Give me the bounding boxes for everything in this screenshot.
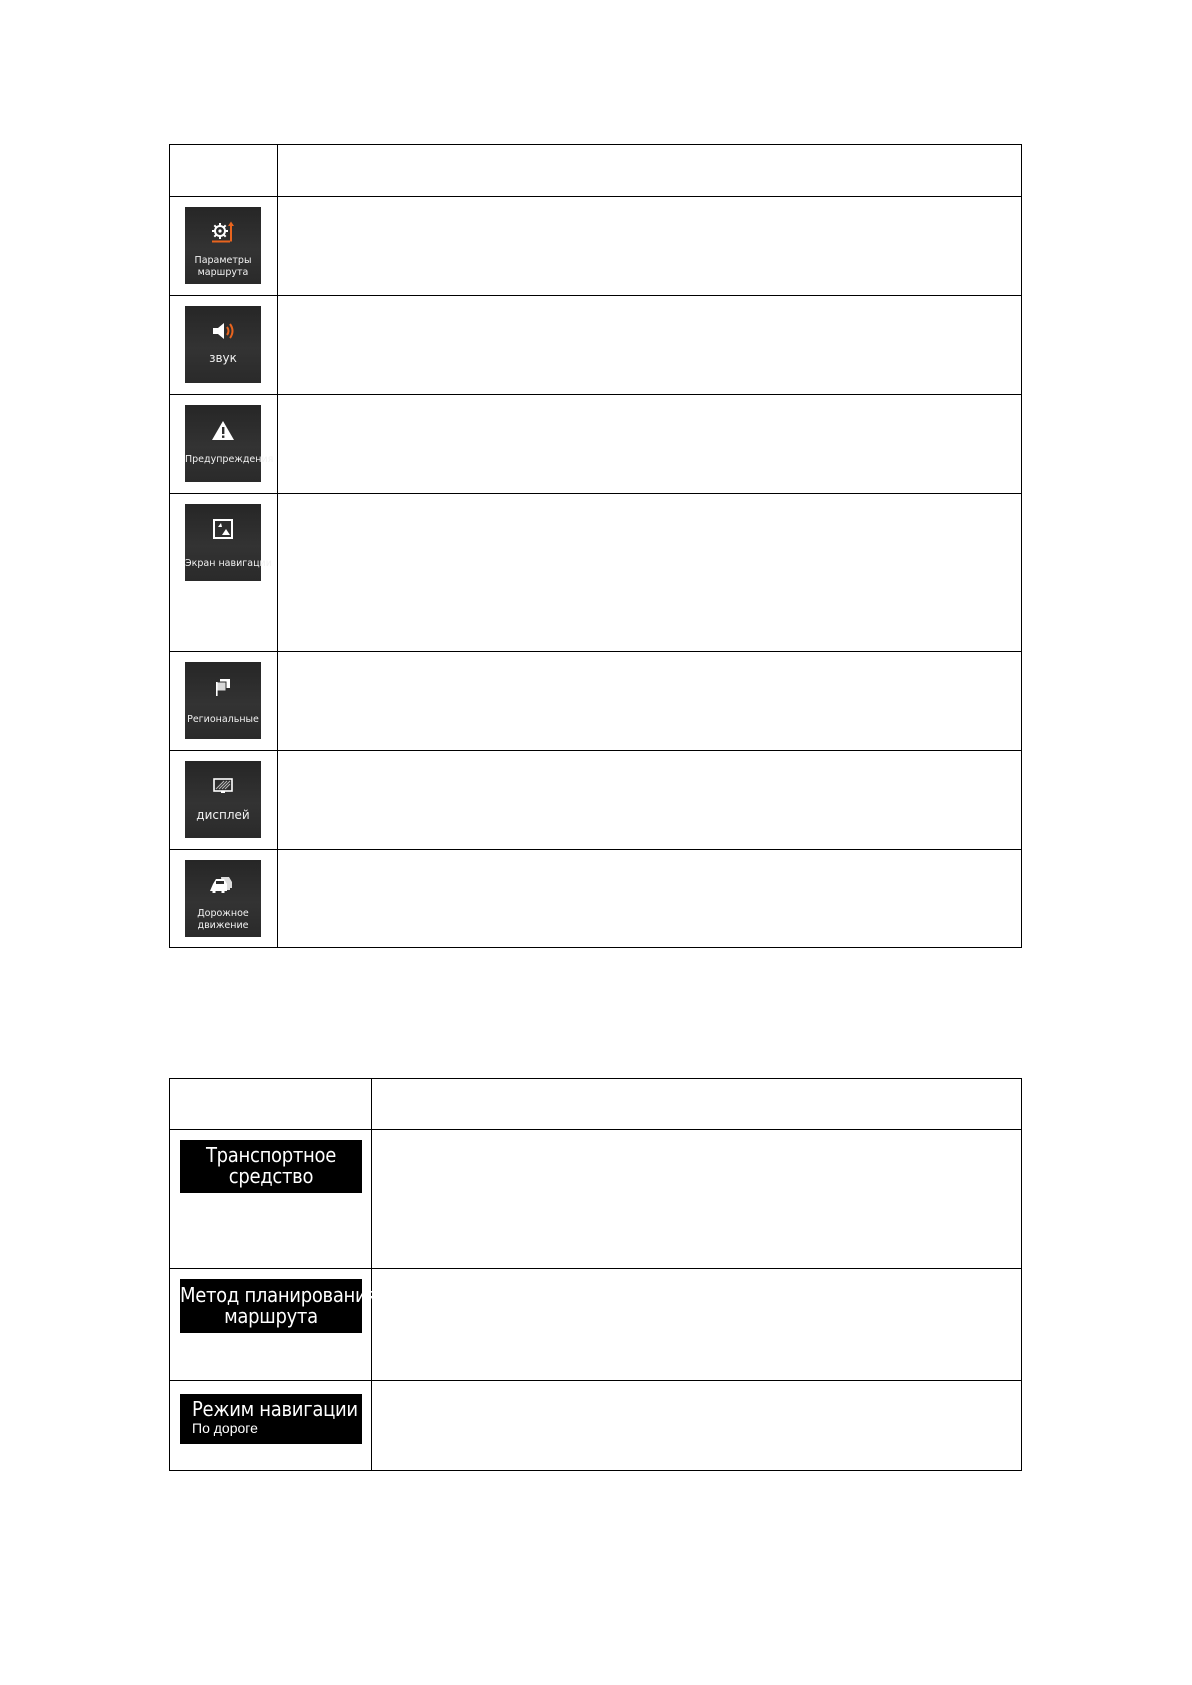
tile-label: Параметры маршрута xyxy=(194,255,252,278)
sound-tile[interactable] xyxy=(185,306,261,383)
regional-tile[interactable] xyxy=(185,662,261,739)
warning-triangle-icon xyxy=(185,417,261,443)
map-screen-icon xyxy=(185,516,261,542)
row-divider xyxy=(170,394,1021,395)
tile-label: звук xyxy=(209,351,237,365)
display-icon xyxy=(185,773,261,799)
vehicle-button[interactable] xyxy=(180,1140,362,1193)
flags-icon xyxy=(185,674,261,700)
button-label: Транспортное xyxy=(205,1143,337,1167)
tile-label: дисплей xyxy=(196,808,250,822)
row-divider xyxy=(170,295,1021,296)
row-divider xyxy=(170,651,1021,652)
row-divider xyxy=(170,849,1021,850)
traffic-tile[interactable] xyxy=(185,860,261,937)
tile-label: Дорожное движение xyxy=(197,908,249,931)
column-divider xyxy=(371,1079,372,1470)
row-divider xyxy=(170,750,1021,751)
settings-table xyxy=(169,144,1022,948)
tile-label: Предупреждения xyxy=(185,454,274,465)
route-settings-table xyxy=(169,1078,1022,1471)
navigation-screen-tile[interactable] xyxy=(185,504,272,581)
button-label: маршрута xyxy=(224,1304,318,1328)
header-divider xyxy=(170,196,1021,197)
speaker-icon xyxy=(185,318,261,344)
navigation-mode-button[interactable] xyxy=(180,1394,362,1444)
route-settings-tile[interactable] xyxy=(185,207,261,284)
tile-label: Региональные xyxy=(187,714,259,725)
button-label: Метод планирования xyxy=(180,1283,377,1307)
row-divider xyxy=(170,1380,1021,1381)
column-divider xyxy=(277,145,278,947)
route-settings-icon xyxy=(185,219,261,245)
button-label: Режим навигации xyxy=(192,1397,358,1421)
route-planning-method-button[interactable] xyxy=(180,1279,377,1333)
warnings-tile[interactable] xyxy=(185,405,274,482)
traffic-cars-icon xyxy=(185,872,261,898)
row-divider xyxy=(170,1268,1021,1269)
button-label: средство xyxy=(228,1164,314,1188)
row-divider xyxy=(170,493,1021,494)
display-tile[interactable] xyxy=(185,761,261,838)
button-value: По дороге xyxy=(192,1420,258,1436)
tile-label: Экран навигации xyxy=(185,558,272,569)
header-divider xyxy=(170,1129,1021,1130)
